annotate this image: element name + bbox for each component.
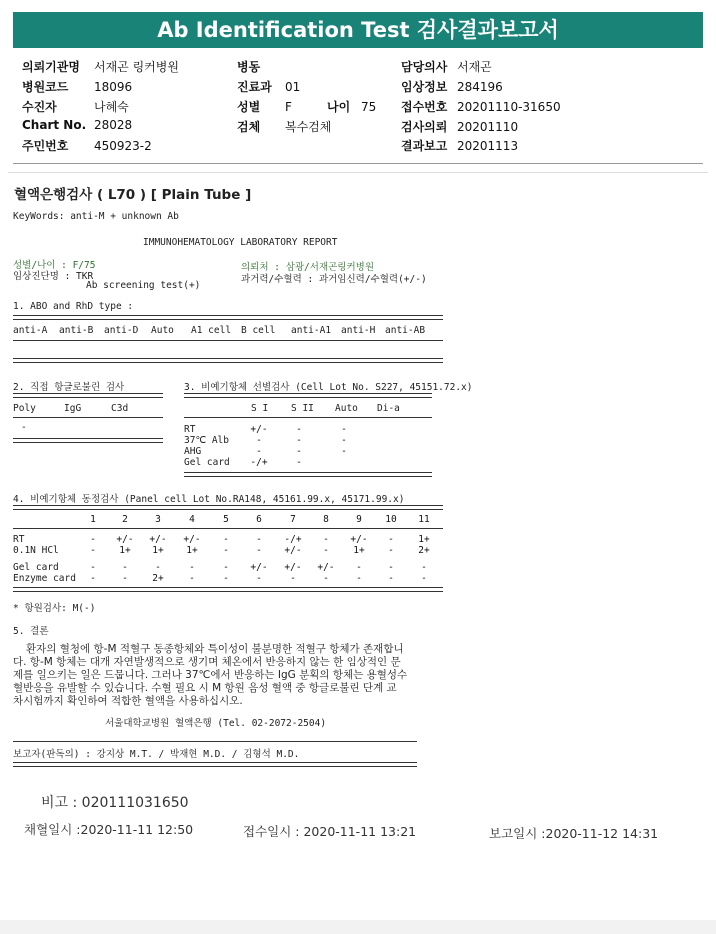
screening-row-label: 37℃ Alb (184, 435, 229, 446)
header-field: 주민번호 450923-2 (22, 139, 152, 153)
panel-cell: 1+ (152, 545, 164, 556)
header-field: 의뢰기관명 서재곤 링커병원 (22, 60, 179, 74)
panel-col: 6 (256, 514, 262, 525)
conclusion-line: 다. 항-M 항체는 대개 자연발생적으로 생기며 체온에서 반응하지 않는 한 임상적인 문 (13, 656, 401, 668)
conclusion-line: 차시험까지 확인하여 적합한 혈액을 사용하십시오. (13, 695, 243, 707)
panel-cell: 1+ (119, 545, 131, 556)
header-field: 성별 F (237, 100, 292, 114)
panel-cell: - (323, 545, 329, 556)
screening-cell: - (256, 435, 262, 446)
panel-cell: +/- (284, 562, 302, 573)
header-field: 임상정보 284196 (401, 80, 503, 94)
screening-row-label: AHG (184, 446, 202, 457)
abo-header: Auto (151, 325, 174, 336)
abo-header: anti-D (104, 325, 139, 336)
abo-header: anti-AB (385, 325, 426, 336)
header-field: 결과보고 20201113 (401, 139, 519, 153)
panel-row-label: Gel card (13, 562, 59, 573)
screening-header: Auto (335, 403, 358, 414)
panel-cell: - (388, 534, 394, 545)
header-field: 병원코드 18096 (22, 80, 133, 94)
screening-cell: -/+ (250, 457, 268, 468)
panel-cell: - (90, 562, 96, 573)
panel-cell: - (223, 545, 229, 556)
dat-header: C3d (111, 403, 129, 414)
header-field: 수진자 나혜숙 (22, 100, 129, 114)
panel-cell: +/- (317, 562, 335, 573)
panel-col: 10 (385, 514, 397, 525)
section-screening-title: 3. 비예기항체 선별검사 (Cell Lot No. S227, 45151.72.x) (184, 382, 473, 393)
header-field: 접수번호 20201110-31650 (401, 100, 561, 114)
header-field: Chart No. 28028 (22, 118, 133, 132)
panel-cell: - (90, 573, 96, 584)
antigen-result: * 항원검사: M(-) (13, 603, 96, 614)
panel-col: 2 (122, 514, 128, 525)
section-abo-title: 1. ABO and RhD type : (13, 301, 134, 312)
panel-cell: +/- (250, 562, 268, 573)
panel-cell: - (223, 534, 229, 545)
screening-row-label: Gel card (184, 457, 230, 468)
rule (13, 438, 163, 443)
screening-cell: - (296, 424, 302, 435)
dat-header: Poly (13, 403, 36, 414)
rule (13, 741, 417, 742)
rule (184, 472, 432, 477)
panel-cell: 2+ (418, 545, 430, 556)
requester: 의뢰처 : 삼광/서재곤링커병원 (241, 262, 375, 273)
abo-header: anti-A1 (291, 325, 332, 336)
header-field: 담당의사 서재곤 (401, 60, 492, 74)
panel-cell: 2+ (152, 573, 164, 584)
panel-cell: - (223, 562, 229, 573)
panel-row-label: 0.1N HCl (13, 545, 59, 556)
panel-col: 8 (323, 514, 329, 525)
received-datetime: 접수일시 : 2020-11-11 13:21 (243, 824, 417, 839)
panel-cell: +/- (284, 545, 302, 556)
abo-header: anti-B (59, 325, 94, 336)
collected-datetime: 채혈일시 :2020-11-11 12:50 (24, 822, 194, 837)
conclusion-line: 제를 일으키는 일은 드뭅니다. 그러나 37℃에서 반응하는 IgG 분획의 항체는 용혈성수 (13, 669, 408, 681)
rule (13, 393, 163, 398)
report-title: 혈액은행검사 ( L70 ) [ Plain Tube ] (14, 187, 252, 203)
header-field: 검체 복수검체 (237, 120, 332, 134)
panel-row-label: RT (13, 534, 25, 545)
abo-header: A1 cell (191, 325, 232, 336)
panel-col: 4 (189, 514, 195, 525)
panel-col: 9 (356, 514, 362, 525)
screening-row-label: RT (184, 424, 196, 435)
history: 과거력/수혈력 : 과거임신력/수혈력(+/-) (241, 274, 427, 285)
panel-row-label: Enzyme card (13, 573, 76, 584)
screening-cell: - (296, 446, 302, 457)
screening-header: S I (251, 403, 269, 414)
panel-cell: - (323, 534, 329, 545)
panel-cell: - (90, 534, 96, 545)
panel-col: 7 (290, 514, 296, 525)
panel-cell: +/- (149, 534, 167, 545)
reported-datetime: 보고일시 :2020-11-12 14:31 (489, 826, 659, 841)
panel-cell: - (189, 573, 195, 584)
panel-cell: 1+ (186, 545, 198, 556)
panel-cell: - (90, 545, 96, 556)
hospital-contact: 서울대학교병원 혈액은행 (Tel. 02-2072-2504) (105, 718, 327, 729)
panel-cell: - (223, 573, 229, 584)
panel-cell: +/- (350, 534, 368, 545)
header-field: 병동 (237, 60, 261, 74)
panel-cell: - (256, 534, 262, 545)
screening-cell: - (296, 457, 302, 468)
reporters: 보고자(판독의) : 강지상 M.T. / 박재현 M.D. / 김형석 M.D. (13, 749, 300, 760)
panel-col: 3 (155, 514, 161, 525)
keywords: KeyWords: anti-M + unknown Ab (13, 211, 179, 222)
panel-cell: - (256, 573, 262, 584)
panel-cell: 1+ (353, 545, 365, 556)
panel-col: 11 (418, 514, 430, 525)
panel-cell: +/- (183, 534, 201, 545)
panel-cell: - (155, 562, 161, 573)
panel-cell: - (388, 573, 394, 584)
screening-cell: - (256, 446, 262, 457)
screening-cell: - (296, 435, 302, 446)
panel-col: 5 (223, 514, 229, 525)
panel-cell: +/- (116, 534, 134, 545)
diagnosis: 임상진단명 : TKR (13, 271, 94, 282)
panel-cell: -/+ (284, 534, 302, 545)
rule (13, 528, 443, 529)
conclusion-line: 혈반응을 유발할 수 있습니다. 수혈 필요 시 M 항원 음성 혈액 중 항글로불린 단계 교 (13, 682, 397, 694)
panel-cell: - (388, 562, 394, 573)
panel-cell: - (323, 573, 329, 584)
panel-cell: - (356, 562, 362, 573)
rule (13, 587, 443, 592)
section-conclusion-title: 5. 결론 (13, 626, 49, 637)
screening-header: Di-a (377, 403, 400, 414)
page-footer-band (0, 920, 716, 934)
header-field: 검사의뢰 20201110 (401, 120, 519, 134)
panel-cell: - (122, 562, 128, 573)
screening-cell: - (341, 446, 347, 457)
sex-age: 성별/나이 : F/75 (13, 260, 96, 271)
screening-cell: - (341, 424, 347, 435)
abo-header: anti-H (341, 325, 376, 336)
panel-cell: - (189, 562, 195, 573)
section-panel-title: 4. 비예기항체 동정검사 (Panel cell Lot No.RA148, 45161.99.x, 45171.99.x) (13, 494, 405, 505)
panel-cell: - (122, 573, 128, 584)
rule (13, 505, 443, 510)
screening-header: S II (291, 403, 314, 414)
panel-col: 1 (90, 514, 96, 525)
lab-title: IMMUNOHEMATOLOGY LABORATORY REPORT (143, 237, 338, 248)
panel-cell: - (290, 573, 296, 584)
header-field: 진료과 01 (237, 80, 301, 94)
panel-cell: 1+ (418, 534, 430, 545)
rule (13, 762, 417, 767)
dat-value: - (21, 422, 27, 433)
rule (184, 417, 432, 418)
rule (13, 358, 443, 363)
panel-cell: - (421, 562, 427, 573)
report-banner: Ab Identification Test 검사결과보고서 (13, 12, 703, 48)
remark: 비고 : 020111031650 (41, 795, 189, 811)
rule (13, 417, 163, 418)
panel-cell: - (388, 545, 394, 556)
diagnosis-detail: Ab screening test(+) (86, 280, 201, 291)
rule (13, 340, 443, 341)
header-divider (13, 163, 703, 164)
screening-cell: +/- (250, 424, 268, 435)
rule (184, 393, 432, 398)
abo-header: B cell (241, 325, 276, 336)
rule (13, 315, 443, 320)
panel-cell: - (421, 573, 427, 584)
header-field-age: 나이 75 (327, 100, 377, 114)
section-dat-title: 2. 직접 항글로불린 검사 (13, 382, 125, 393)
screening-cell: - (341, 435, 347, 446)
panel-cell: - (356, 573, 362, 584)
conclusion-line: 환자의 혈청에 항-M 적혈구 동종항체와 특이성이 불분명한 적혈구 항체가 존재합니 (26, 643, 404, 655)
panel-cell: - (256, 545, 262, 556)
abo-header: anti-A (13, 325, 48, 336)
dat-header: IgG (64, 403, 82, 414)
